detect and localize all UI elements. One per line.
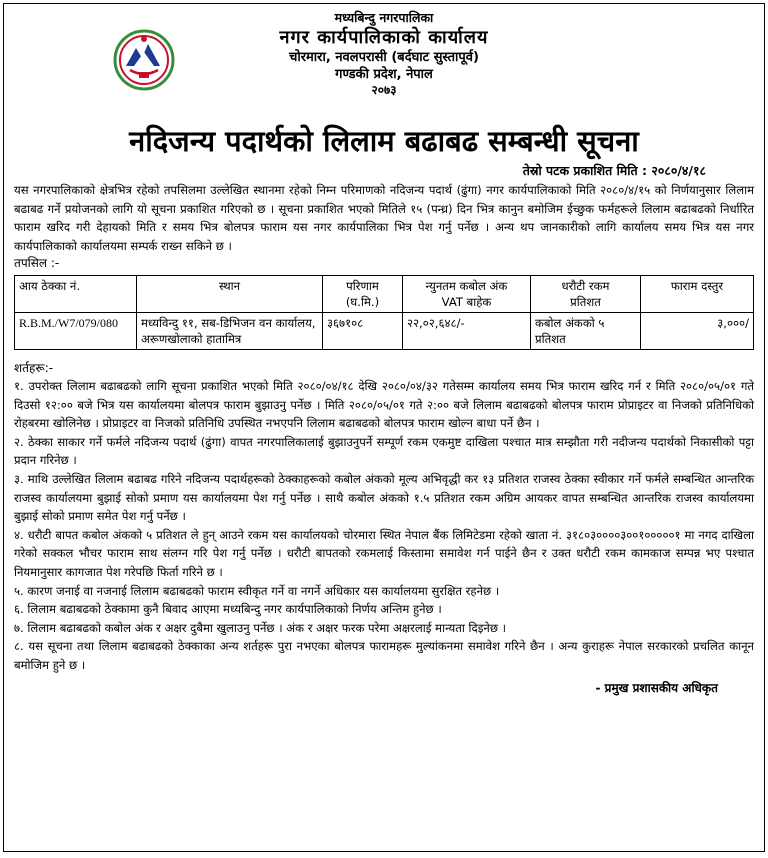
deposit-header-line2: प्रतिशत <box>570 295 601 309</box>
quantity-header-line1: परिणाम <box>346 279 379 293</box>
province-name: गण्डकी प्रदेश, नेपाल <box>335 66 433 82</box>
details-label: तपसिल :- <box>14 256 60 270</box>
notice-document <box>3 3 765 852</box>
term-item: ७. लिलाम बढाबढको कबोल अंक र अक्षर दुबैमा खुलाउनु पर्नेछ । अंक र अक्षर फरक परेमा अक्षरलाई मान्यता दिइनेछ । <box>14 620 507 635</box>
quantity-header-line2: (घ.मि.) <box>345 295 380 309</box>
col-header-minbid <box>403 276 531 313</box>
signatory: - प्रमुख प्रशासकीय अधिकृत <box>595 680 718 695</box>
cell-fee: ३,०००/ <box>641 313 754 350</box>
office-address: चोरमारा, नवलपरासी (बर्दघाट सुस्तापूर्व) <box>289 49 479 65</box>
col-header-deposit <box>531 276 641 313</box>
cell-place: मध्यविन्दु ११, सब-डिभिजन वन कार्यालय, अरूणखोलाको हातामित्र <box>137 313 323 350</box>
publication-date: २०८०/४/१८ <box>651 163 706 178</box>
col-header-code: आय ठेक्का नं. <box>15 276 137 313</box>
cell-code: R.B.M./W7/079/080 <box>15 313 137 350</box>
col-header-place: स्थान <box>137 276 323 313</box>
publication-label: तेस्रो पटक प्रकाशित मिति : <box>522 163 647 178</box>
term-item: २. ठेक्का साकार गर्ने फर्मले नदिजन्य पदार्थ (ढुंगा) वापत नगरपालिकालाई बुझाउनुपर्ने सम्पूर्ण रकम एकमुष्ट दाखिला पश्चात मात्र सम्झौता गरी नदीजन्य पदार्थको निकासीको पट्टा प्रदान गरिनेछ । <box>14 434 754 468</box>
intro-paragraph: यस नगरपालिकाको क्षेत्रभित्र रहेको तपसिलमा उल्लेखित स्थानमा रहेको निम्न परिमाणको नदिजन्य पदार्थ (ढुंगा) नगर कार्यपालिकाको मिति २०८०/४/१५ को निर्णयानुसार लिलाम बढाबढ गर्ने प्रयोजनको लागि यो सूचना प्रकाशित गरिएको छ । सूचना प्रकाशित भएको मितिले १५ (पन्ध्र) दिन भित्र कानुन बमोजिम ईच्छुक फर्महरूले लिलाम बढाबढको निर्धारित फाराम खरिद गरी देहायको मिति र समय भित्र बोलपत्र फाराम यस नगर कार्यपालिका भित्र पेश गर्नु पर्नेछ । अन्य थप जानकारीको लागि कार्यालय समय भित्र यस नगर कार्यपालिकाको कार्यालयमा सम्पर्क राख्न सकिने छ । <box>14 183 754 253</box>
minbid-header-line2: VAT बाहेक <box>441 295 492 309</box>
terms-label: शर्तहरू:- <box>14 361 54 375</box>
term-item: १. उपरोक्त लिलाम बढाबढको लागि सूचना प्रकाशित भएको मिति २०८०/०४/१८ देखि २०८०/०४/३२ गतेसम्म कार्यालय समय भित्र फाराम खरिद गर्न र मिति २०८०/०५/०१ गते दिउसो १२:०० बजे भित्र यस कार्यालयमा बोलपत्र फाराम बुझाउनु पर्नेछ । मिति २०८०/०५/०१ गते २:०० बजे लिलाम बढाबढको बोलपत्र फाराम प्रोप्राइटर वा निजको प्रतिनिधिको रोहबरमा खोलिनेछ । प्रोप्राइटर वा निजको प्रतिनिधि उपस्थित नभएपनि लिलाम बढाबढको बोलपत्र फाराम खोल्न बाधा पर्ने छैन । <box>14 379 754 431</box>
auction-details-table <box>14 275 754 350</box>
office-name: नगर कार्यपालिकाको कार्यालय <box>279 27 489 49</box>
municipality-name: मध्यबिन्दु नगरपालिका <box>334 10 434 25</box>
terms-section <box>14 360 754 675</box>
term-item: ३. माथि उल्लेखित लिलाम बढाबढ गरिने नदिजन्य पदार्थहरूको ठेक्काहरूको कबोल अंकको मूल्य अभिवृद्धी कर १३ प्रतिशत राजस्व ठेक्का स्वीकार गर्ने फर्मले सम्बन्धित आन्तरिक राजस्व कार्यालयमा बुझाई सोको प्रमाण यस कार्यालयमा पेश गर्नु पर्नेछ । साथै कबोल अंकको १.५ प्रतिशत रकम अग्रिम आयकर वापत सम्बन्धित आन्तरिक राजस्व कार्यालयमा बुझाई सोको प्रमाण समेत पेश गर्नु पर्नेछ । <box>14 471 754 524</box>
col-header-fee: फाराम दस्तुर <box>641 276 754 313</box>
cell-minbid: २२,०२,६४८/- <box>403 313 531 350</box>
letterhead <box>14 10 754 122</box>
notice-title: नदिजन्य पदार्थको लिलाम बढाबढ सम्बन्धी सूचना <box>129 124 639 158</box>
publication-date-line <box>14 162 754 179</box>
term-item: ८. यस सूचना तथा लिलाम बढाबढको ठेक्काका अन्य शर्तहरू पुरा नभएका बोलपत्र फारामहरू मुल्यांकनमा समावेश गरिने छैन । अन्य कुराहरू नेपाल सरकारको प्रचलित कानून बमोजिम हुने छ । <box>14 639 754 672</box>
term-item: ५. कारण जनाई वा नजनाई लिलाम बढाबढको फाराम स्वीकृत गर्ने वा नगर्ने अधिकार यस कार्यालयमा सुरक्षित रहनेछ । <box>14 583 500 598</box>
cell-deposit: कबोल अंकको ५ प्रतिशत <box>531 313 641 350</box>
government-emblem-icon <box>112 28 176 92</box>
table-row <box>15 313 754 350</box>
deposit-header-line1: धरौटी रकम <box>561 279 610 293</box>
term-item: ४. धरौटी बापत कबोल अंकको ५ प्रतिशत ले हुन् आउने रकम यस कार्यालयको चोरमारा स्थित नेपाल बैंक लिमिटेडमा रहेको खाता नं. ३१८०३००००३००१०००००१ मा नगद दाखिला गरेको सक्कल भौचर फाराम साथ संलग्न गरि पेश गर्नु पर्नेछ । धरौटी बापतको रकमलाई किस्तामा समावेश गर्न पाईने छैन र उक्त धरौटी रकम कामकाज सम्पन्न भए पश्चात नियमानुसार कागजात पेश गरेपछि फिर्ता गरिने छ । <box>14 527 754 579</box>
term-item: ६. लिलाम बढाबढको ठेक्कामा कुनै बिवाद आएमा मध्यबिन्दु नगर कार्यपालिकाको निर्णय अन्तिम हुनेछ । <box>14 602 442 617</box>
col-header-quantity <box>323 276 403 313</box>
established-year: २०७३ <box>371 83 397 98</box>
minbid-header-line1: न्युनतम कबोल अंक <box>425 279 508 293</box>
table-header-row <box>15 276 754 313</box>
cell-quantity: ३६७१०८ <box>323 313 403 350</box>
